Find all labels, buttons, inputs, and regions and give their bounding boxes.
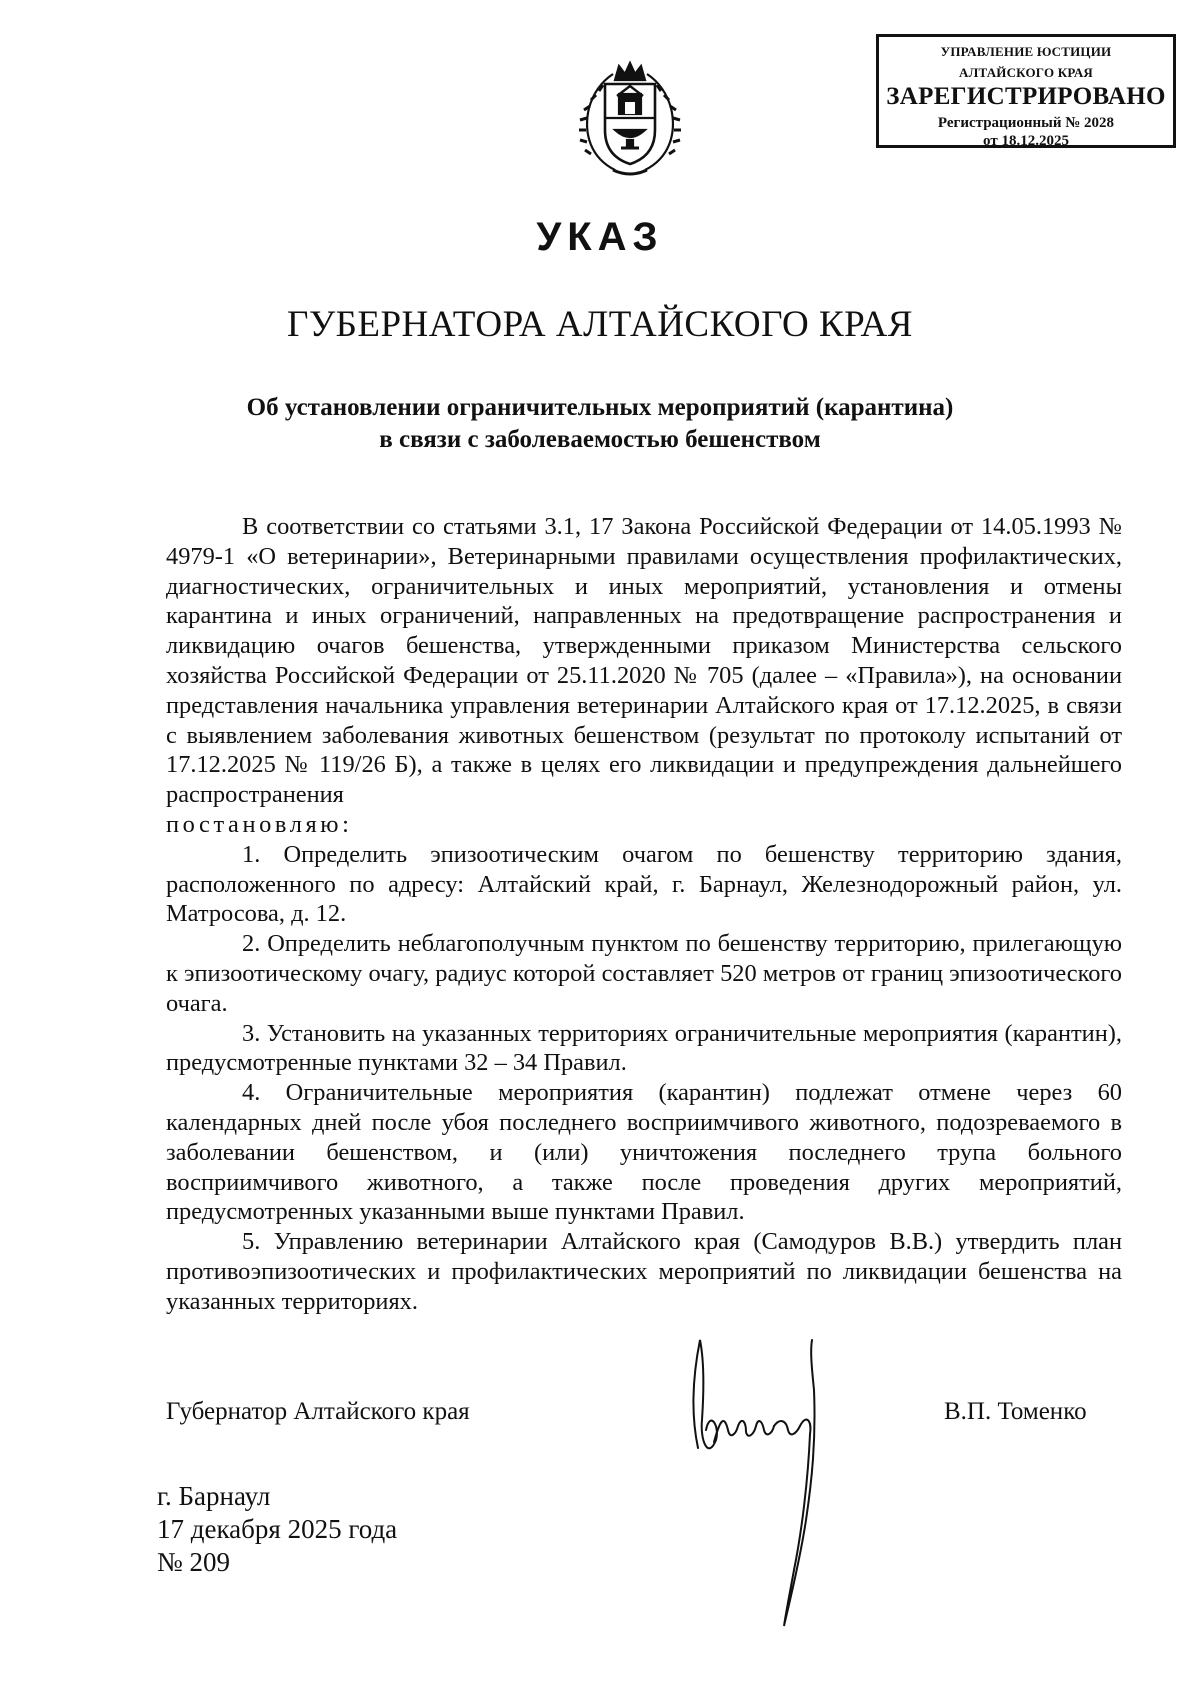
registration-stamp [876,34,1176,148]
stamp-status: ЗАРЕГИСТРИРОВАНО [886,83,1166,110]
stamp-reg-number: Регистрационный № 2028 [937,115,1115,131]
clause-paragraph: 1. Определить эпизоотическим очагом по бешенству территорию здания, расположенного по адресу: Алтайский край, г. Барнаул, Железнодорожный район, ул. Матросова, д. 12. [166,840,1122,928]
document-heading [160,392,1040,456]
resolve-word: постановляю: [166,810,353,838]
document-subtitle: ГУБЕРНАТОРА АЛТАЙСКОГО КРАЯ [287,304,913,345]
signatory-position: Губернатор Алтайского края [166,1398,470,1425]
signatory-name: В.П. Томенко [944,1398,1087,1425]
footer-city: г. Барнаул [157,1481,271,1511]
clause-paragraph: 2. Определить неблагополучным пунктом по бешенству территорию, прилегающую к эпизоотическому очагу, радиус которой составляет 520 метров от границ эпизоотического очага. [166,930,1122,1017]
clause-paragraph: 5. Управлению ветеринарии Алтайского края (Самодуров В.В.) утвердить план противоэпизоотических и профилактических мероприятий по ликвидации бешенства на указанных территориях. [166,1228,1122,1315]
preamble-paragraph: В соответствии со статьями 3.1, 17 Закона Российской Федерации от 14.05.1993 № 4979-1 «О ветеринарии», Ветеринарными правилами осуществления профилактических, диагностических, ограничительных и иных мероприятий, установления и отмены карантина и иных ограничений, направленных на предотвращение распространения и ликвидацию очагов бешенства, утвержденными приказом Министерства сельского хозяйства Российской Федерации от 25.11.2020 № 705 (далее – «Правила»), на основании представления начальника управления ветеринарии Алтайского края от 17.12.2025, в связи с выявлением заболевания животных бешенством (результат по протоколу испытаний от 17.12.2025 № 119/26 Б), а также в целях его ликвидации и предупреждения дальнейшего распространения [166,513,1122,809]
heading-line-2: в связи с заболеваемостью бешенством [379,426,821,453]
clause-paragraph: 3. Установить на указанных территориях ограничительные мероприятия (карантин), предусмотренные пунктами 32 – 34 Правил. [166,1019,1122,1077]
footer-number: № 209 [157,1547,231,1577]
altai-krai-coat-of-arms-icon [577,58,683,180]
document-title: УКАЗ [536,215,664,259]
footer-date: 17 декабря 2025 года [157,1514,398,1544]
handwritten-signature-icon [690,1330,840,1630]
clause-paragraph: 4. Ограничительные мероприятия (карантин) подлежат отмене через 60 календарных дней после убоя последнего восприимчивого животного, подозреваемого в заболевании бешенством, и (или) уничтожения последнего трупа больного восприимчивого животного, а также после проведения других мероприятий, предусмотренных указанными выше пунктами Правил. [166,1079,1122,1226]
stamp-reg-date: от 18.12.2025 [983,133,1069,149]
document-body [166,512,1122,1317]
stamp-org-line1: УПРАВЛЕНИЕ ЮСТИЦИИ [940,44,1112,59]
stamp-org-line2: АЛТАЙСКОГО КРАЯ [959,65,1093,80]
heading-line-1: Об установлении ограничительных мероприятий (карантина) [246,394,954,421]
document-footer [157,1480,397,1579]
